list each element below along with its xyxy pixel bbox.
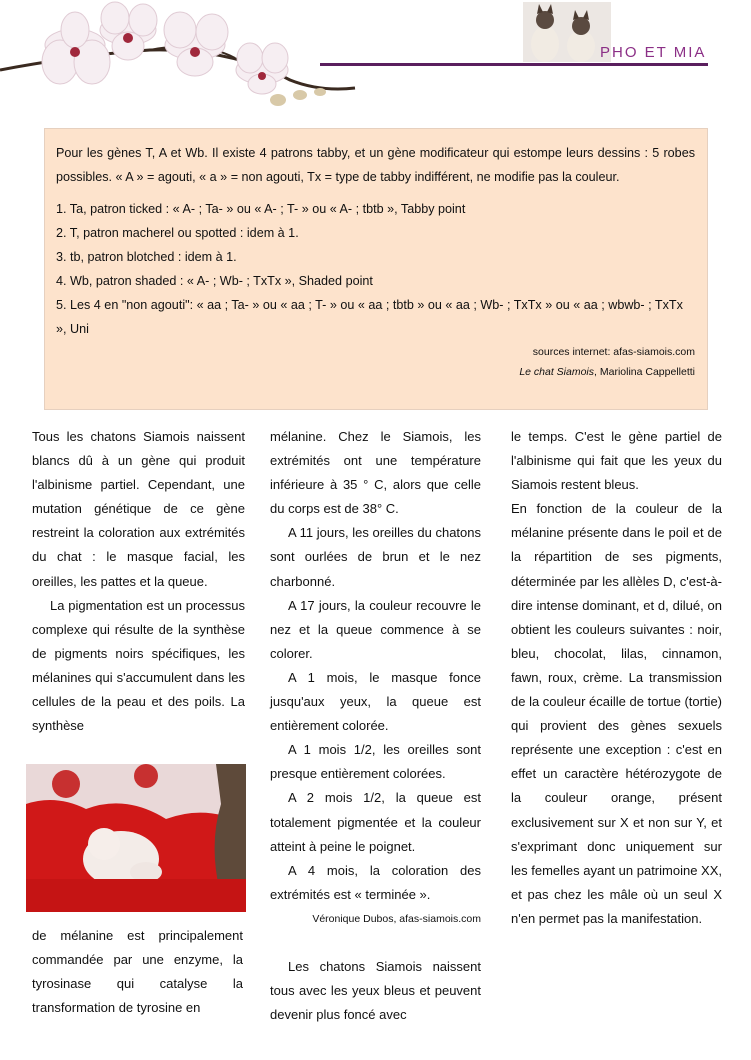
signature: Véronique Dubos, afas-siamois.com (312, 912, 481, 925)
column-2 (270, 425, 481, 1027)
paragraph: Tous les chatons Siamois naissent blancs dû à un gène qui produit l'albinisme partiel. Cependant, une mutation génétique de ce gène restreint la coloration aux extrémités du chat : le masque facial, les oreilles, les pattes et la queue. (32, 429, 245, 589)
book-author: , Mariolina Cappelletti (594, 366, 695, 378)
header-rule (320, 63, 708, 66)
column-1-continued (32, 924, 243, 1020)
info-item: 3. tb, patron blotched : idem à 1. (56, 250, 237, 264)
paragraph: A 1 mois 1/2, les oreilles sont presque entièrement colorées. (270, 742, 481, 782)
paragraph: de mélanine est principalement commandée par une enzyme, la tyrosinase qui catalyse la transformation de tyrosine en (32, 928, 243, 1016)
info-item: 2. T, patron macherel ou spotted : idem à 1. (56, 226, 299, 240)
paragraph: mélanine. Chez le Siamois, les extrémités ont une température inférieure à 35 ° C, alors que celle du corps est de 38° C. (270, 429, 481, 517)
paragraph: A 11 jours, les oreilles du chatons sont ourlées de brun et le nez charbonné. (270, 525, 481, 589)
info-item: 4. Wb, patron shaded : « A- ; Wb- ; TxTx », Shaded point (56, 274, 373, 288)
paragraph: La pigmentation est un processus complexe qui résulte de la synthèse de pigments noirs spécifiques, les mélanines qui s'accumulent dans les cellules de la peau et des poils. La synthèse (32, 597, 245, 734)
source-internet: sources internet: afas-siamois.com (532, 346, 695, 358)
info-item: 1. Ta, patron ticked : « A- ; Ta- » ou « A- ; T- » ou « A- ; tbtb », Tabby point (56, 202, 466, 216)
paragraph: Les chatons Siamois naissent tous avec les yeux bleus et peuvent devenir plus foncé avec (270, 958, 481, 1023)
column-3 (511, 425, 722, 931)
book-title: Le chat Siamois (519, 366, 595, 378)
source-book (56, 363, 695, 381)
genetics-info-box (44, 128, 708, 410)
column-1 (32, 425, 245, 738)
paragraph: En fonction de la couleur de la mélanine présente dans le poil et de la répartition de ses pigments, déterminée par les allèles D, c'est-à-dire intense dominant, et d, dilué, on obtient les couleurs suivantes : noir, bleu, chocolat, lilas, cinnamon, fawn, roux, crème. La transmission de la couleur écaille de tortue (tortie) qui provient des gènes sexuels représente une exception : c'est en effet un caractère hétérozygote de la couleur orange, présent exclusivement sur X et non sur Y, et s'exprimant donc uniquement sur les femelles ayant un patrimoine XX, et pas chez les mâle où un seul X n'en permet pas la manifestation. (511, 501, 723, 926)
orchid-branch-image (0, 0, 370, 118)
paragraph: A 2 mois 1/2, la queue est totalement pigmentée et la couleur atteint à peine le poignet. (270, 790, 481, 854)
kitten-photo (26, 764, 246, 912)
paragraph: A 4 mois, la coloration des extrémités est « terminée ». (270, 862, 481, 902)
siamese-cats-image (523, 2, 611, 62)
paragraph: le temps. C'est le gène partiel de l'albinisme qui fait que les yeux du Siamois restent bleus. (511, 429, 722, 493)
paragraph: A 1 mois, le masque fonce jusqu'aux yeux, la queue est entièrement colorée. (270, 669, 481, 734)
paragraph: A 17 jours, la couleur recouvre le nez et la queue commence à se colorer. (270, 597, 481, 661)
brand-name: PHO ET MIA (600, 44, 707, 61)
info-intro: Pour les gènes T, A et Wb. Il existe 4 patrons tabby, et un gène modificateur qui estompe leurs dessins : 5 robes possibles. « A » = agouti, « a » = non agouti, Tx = type de tabby indifférent, ne modifie pas la couleur. (56, 146, 695, 184)
info-item: 5. Les 4 en "non agouti": « aa ; Ta- » ou « aa ; T- » ou « aa ; tbtb » ou « aa ; Wb- ; TxTx » ou « aa ; wbwb- ; TxTx », Uni (56, 298, 683, 336)
